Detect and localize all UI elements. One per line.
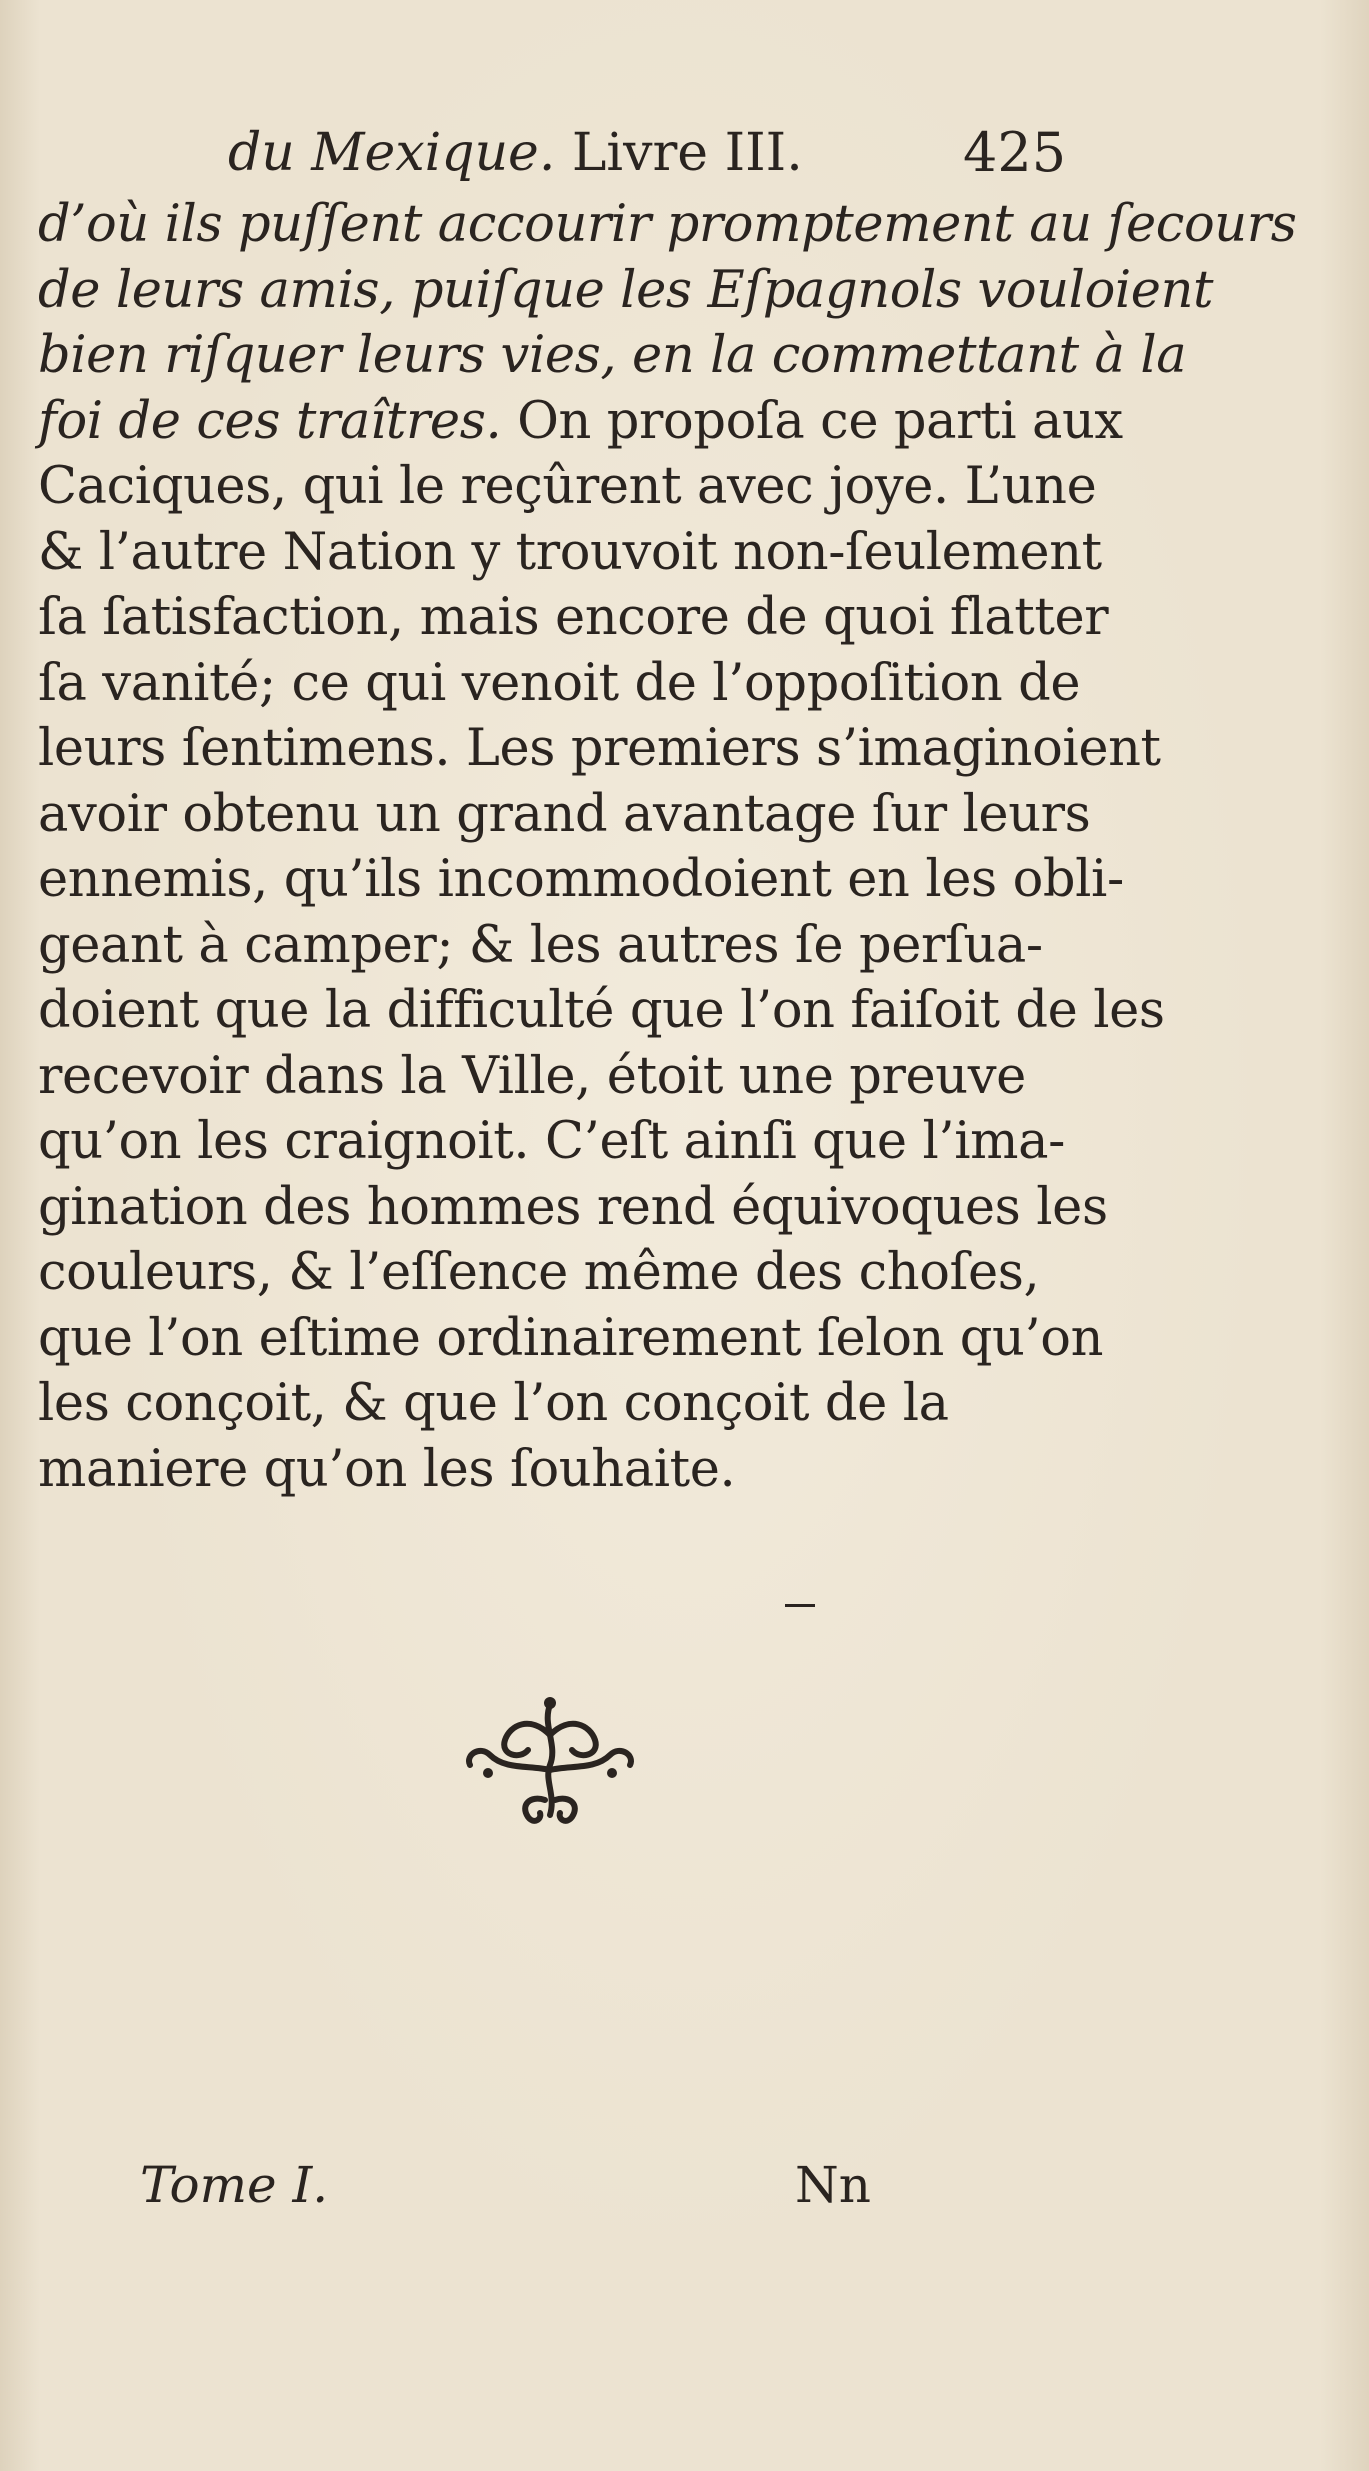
text-line xyxy=(38,192,1297,258)
text-line xyxy=(38,454,1098,520)
roman-text-run: & l’autre Nation y trouvoit non-ſeulement xyxy=(38,522,1102,582)
running-head-italic: du Mexique. xyxy=(228,123,556,183)
italic-text-run: foi de ces traîtres. xyxy=(38,391,502,451)
text-line xyxy=(38,716,1161,782)
text-line xyxy=(38,389,1123,455)
text-line xyxy=(38,847,1124,913)
roman-text-run: ſa ſatisfaction, mais encore de quoi flatter xyxy=(38,588,1109,647)
running-head xyxy=(228,118,803,188)
roman-text-run: les conçoit, & que l’on conçoit de la xyxy=(38,1374,949,1433)
fleuron-ornament-icon-svg xyxy=(450,1685,650,1845)
italic-text-run: d’où ils puſſent accourir promptement au ſecours xyxy=(38,195,1297,254)
roman-text-run: geant à camper; & les autres ſe perſua- xyxy=(38,915,1043,975)
roman-text-run: On propoſa ce parti aux xyxy=(501,391,1123,451)
printer-dash-mark xyxy=(785,1604,815,1607)
fleuron-top-bud xyxy=(544,1697,556,1709)
running-head-roman: Livre III. xyxy=(555,123,803,183)
roman-text-run: couleurs, & l’eſſence même des choſes, xyxy=(38,1243,1040,1302)
roman-text-run: ennemis, qu’ils incommodoient en les obli- xyxy=(38,850,1124,909)
text-line xyxy=(38,651,1098,717)
text-line xyxy=(38,1044,1098,1110)
fleuron-right-dot xyxy=(607,1768,617,1778)
roman-text-run: Caciques, qui le reçûrent avec joye. L’une xyxy=(38,457,1097,516)
fleuron-stem xyxy=(548,1705,553,1815)
text-line xyxy=(38,258,1214,324)
fleuron-right-scroll xyxy=(550,1724,596,1755)
text-line xyxy=(38,1371,1098,1437)
roman-text-run: leurs ſentimens. Les premiers s’imaginoient xyxy=(38,719,1161,778)
page-footer xyxy=(140,2145,1040,2225)
gathering-signature: Nn xyxy=(795,2156,871,2214)
text-line xyxy=(38,782,1098,848)
fleuron-left-dot xyxy=(483,1768,493,1778)
fleuron-left-curl xyxy=(525,1799,545,1821)
volume-signature: Tome I. xyxy=(140,2156,329,2214)
page-header xyxy=(228,118,1128,188)
text-line xyxy=(38,1306,1104,1372)
roman-text-run: doient que la difficulté que l’on faiſoit de les xyxy=(38,981,1165,1040)
text-line xyxy=(38,913,1098,979)
roman-text-run: que l’on eſtime ordinairement ſelon qu’on xyxy=(38,1308,1104,1368)
fleuron-ornament-icon xyxy=(450,1685,650,1845)
roman-text-run: gination des hommes rend équivoques les xyxy=(38,1177,1108,1237)
text-line xyxy=(38,1437,1098,1503)
text-line xyxy=(38,323,1187,389)
text-line xyxy=(38,520,1102,586)
italic-text-run: bien riſquer leurs vies, en la commettant à la xyxy=(38,326,1187,385)
roman-text-run: maniere qu’on les ſouhaite. xyxy=(38,1439,736,1499)
text-line xyxy=(38,1175,1108,1241)
body-text xyxy=(38,192,1297,1502)
fleuron-right-curl xyxy=(555,1799,575,1821)
text-line xyxy=(38,1240,1098,1306)
italic-text-run: de leurs amis, puiſque les Eſpagnols vouloient xyxy=(38,260,1214,320)
roman-text-run: avoir obtenu un grand avantage ſur leurs xyxy=(38,784,1091,844)
roman-text-run: recevoir dans la Ville, étoit une preuve xyxy=(38,1046,1026,1106)
roman-text-run: ſa vanité; ce qui venoit de l’oppoſition de xyxy=(38,653,1081,713)
text-line xyxy=(38,585,1109,651)
fleuron-left-scroll xyxy=(504,1724,550,1755)
page-number: 425 xyxy=(963,121,1067,184)
text-line xyxy=(38,978,1165,1044)
text-line xyxy=(38,1109,1098,1175)
roman-text-run: qu’on les craignoit. C’eſt ainſi que l’ima- xyxy=(38,1112,1065,1171)
